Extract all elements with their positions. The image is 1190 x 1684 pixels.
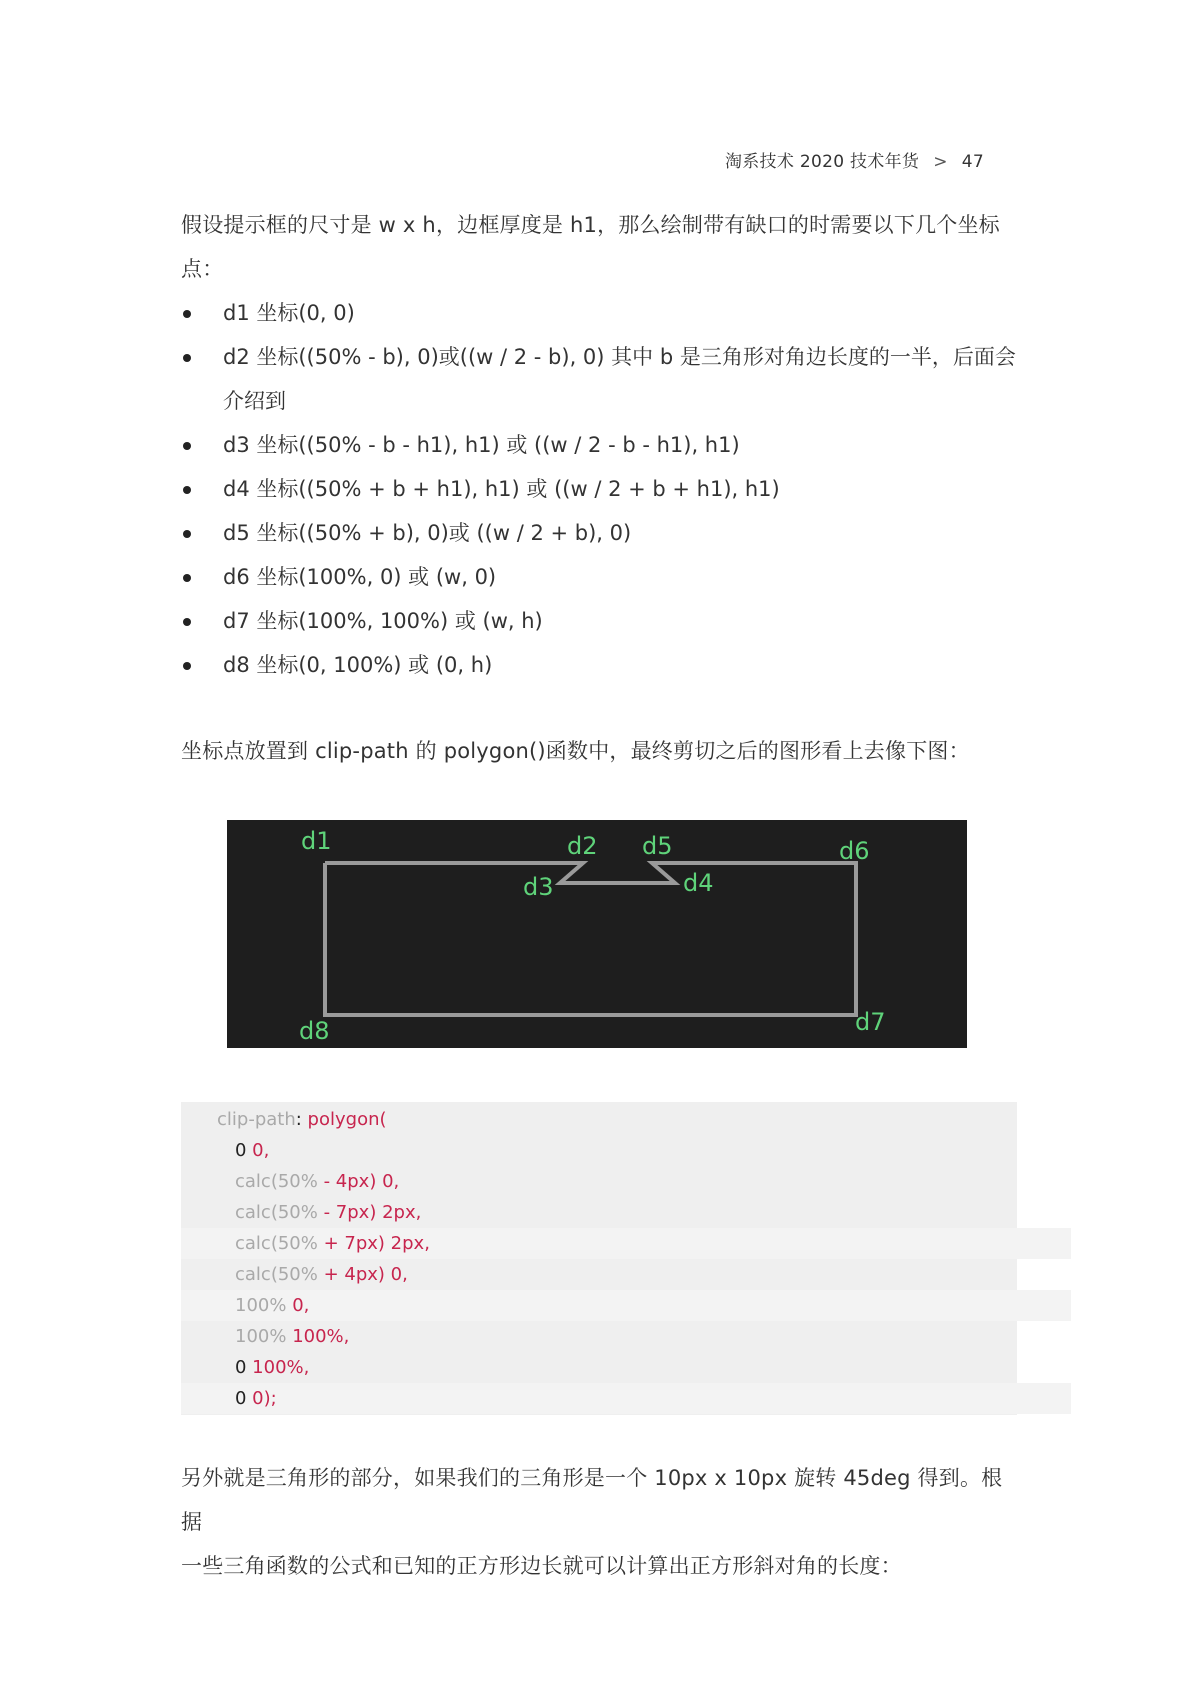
diagram-svg [227, 820, 967, 1048]
running-header [725, 147, 984, 172]
label-d3: d3 [523, 873, 554, 901]
code-token: 100%, [286, 1326, 350, 1347]
outro-paragraph [181, 1456, 1017, 1588]
code-token: 0); [246, 1388, 277, 1409]
figure-caption: 坐标点放置到 clip-path 的 polygon()函数中，最终剪切之后的图形看上去像下图： [181, 739, 970, 763]
code-token: - 7px) 2px, [317, 1202, 422, 1223]
list-item: d5 坐标((50% + b), 0)或 ((w / 2 + b), 0) [181, 511, 1017, 555]
label-d6: d6 [839, 837, 870, 865]
list-item: d4 坐标((50% + b + h1), h1) 或 ((w / 2 + b + h1), h1) [181, 467, 1017, 511]
clip-path-diagram [227, 820, 967, 1048]
outro-line-1: 另外就是三角形的部分，如果我们的三角形是一个 10px x 10px 旋转 45deg 得到。根据 [181, 1466, 1003, 1534]
code-line [181, 1383, 1071, 1414]
code-line [181, 1321, 1071, 1352]
code-function: polygon( [307, 1109, 387, 1130]
code-token: - 4px) 0, [317, 1171, 400, 1192]
list-item: d2 坐标((50% - b), 0)或((w / 2 - b), 0) 其中 b 是三角形对角边长度的一半，后面会介绍到 [181, 335, 1017, 423]
code-line [181, 1290, 1071, 1321]
publication-title: 淘系技术 2020 技术年货 [724, 152, 920, 172]
label-d2: d2 [567, 832, 598, 860]
label-d1: d1 [301, 827, 332, 855]
code-line [181, 1259, 1071, 1290]
clipped-outline [325, 863, 856, 1015]
code-token: 0 [235, 1140, 247, 1161]
code-line [181, 1104, 1053, 1135]
code-line [181, 1166, 1071, 1197]
code-token: 0 [235, 1388, 247, 1409]
code-block [181, 1102, 1017, 1415]
code-property: clip-path [217, 1109, 296, 1130]
intro-paragraph: 假设提示框的尺寸是 w x h，边框厚度是 h1，那么绘制带有缺口的时需要以下几个坐标点： [181, 213, 1000, 281]
code-line [181, 1197, 1071, 1228]
code-token: calc(50% [235, 1233, 318, 1254]
code-token: 0, [246, 1140, 270, 1161]
code-line [181, 1352, 1071, 1383]
label-d8: d8 [299, 1017, 330, 1045]
code-token: calc(50% [235, 1202, 318, 1223]
code-token: 100%, [246, 1357, 310, 1378]
label-d5: d5 [642, 832, 673, 860]
code-token: 0, [286, 1295, 310, 1316]
outro-line-2: 一些三角函数的公式和已知的正方形边长就可以计算出正方形斜对角的长度： [181, 1554, 902, 1578]
coordinate-list [181, 291, 1017, 687]
list-item: d6 坐标(100%, 0) 或 (w, 0) [181, 555, 1017, 599]
list-item: d1 坐标(0, 0) [181, 291, 1017, 335]
label-d7: d7 [855, 1008, 886, 1036]
page-number: 47 [961, 152, 984, 172]
header-separator: > [933, 152, 948, 172]
code-token: + 7px) 2px, [317, 1233, 430, 1254]
label-d4: d4 [683, 869, 714, 897]
code-token: 0 [235, 1357, 247, 1378]
list-item: d3 坐标((50% - b - h1), h1) 或 ((w / 2 - b - h1), h1) [181, 423, 1017, 467]
list-item: d7 坐标(100%, 100%) 或 (w, h) [181, 599, 1017, 643]
code-token: 100% [235, 1295, 287, 1316]
code-line [181, 1228, 1071, 1259]
code-line [181, 1135, 1071, 1166]
code-token: calc(50% [235, 1264, 318, 1285]
list-item: d8 坐标(0, 100%) 或 (0, h) [181, 643, 1017, 687]
code-token: + 4px) 0, [317, 1264, 408, 1285]
code-colon: : [295, 1109, 308, 1130]
code-token: 100% [235, 1326, 287, 1347]
code-token: calc(50% [235, 1171, 318, 1192]
